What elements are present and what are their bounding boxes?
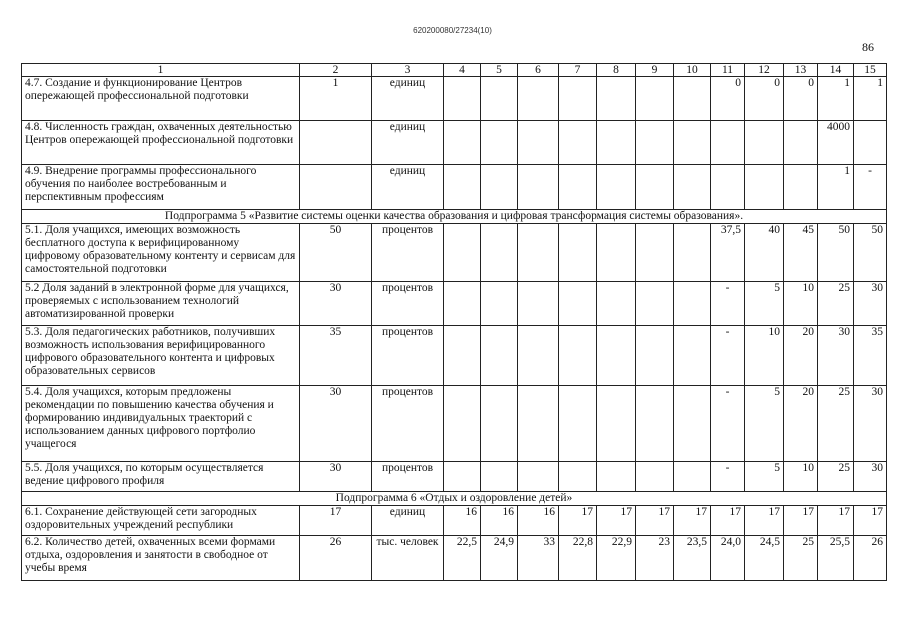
value-cell: 10 bbox=[784, 462, 818, 492]
page-number: 86 bbox=[862, 40, 874, 54]
value-cell bbox=[674, 326, 711, 386]
value-cell bbox=[444, 386, 481, 462]
subprogram-row bbox=[22, 210, 887, 224]
value-cell: 33 bbox=[518, 536, 559, 581]
value-cell bbox=[518, 224, 559, 282]
indicator-label: 5.5. Доля учащихся, по которым осуществляется ведение цифрового профиля bbox=[22, 462, 300, 492]
value-cell bbox=[518, 386, 559, 462]
header-cell: 1 bbox=[22, 64, 300, 77]
value-cell bbox=[674, 386, 711, 462]
value-cell bbox=[597, 224, 636, 282]
table-row bbox=[22, 506, 887, 536]
unit-cell: процентов bbox=[372, 282, 444, 326]
value-cell: 25 bbox=[818, 282, 854, 326]
value-cell: 10 bbox=[745, 326, 784, 386]
value-cell: 50 bbox=[854, 224, 887, 282]
subprogram-row bbox=[22, 492, 887, 506]
table-row bbox=[22, 282, 887, 326]
value-cell bbox=[674, 77, 711, 121]
value-cell: 40 bbox=[745, 224, 784, 282]
header-cell: 8 bbox=[597, 64, 636, 77]
unit-cell: единиц bbox=[372, 165, 444, 210]
value-cell: 1 bbox=[818, 77, 854, 121]
table-row bbox=[22, 462, 887, 492]
value-cell: 16 bbox=[481, 506, 518, 536]
base-value-cell: 50 bbox=[300, 224, 372, 282]
indicator-label: 4.7. Создание и функционирование Центров опережающей профессиональной подготовки bbox=[22, 77, 300, 121]
value-cell: 16 bbox=[518, 506, 559, 536]
unit-cell: процентов bbox=[372, 326, 444, 386]
value-cell: 23,5 bbox=[674, 536, 711, 581]
base-value-cell: 35 bbox=[300, 326, 372, 386]
value-cell: 35 bbox=[854, 326, 887, 386]
value-cell bbox=[481, 121, 518, 165]
indicators-table bbox=[21, 63, 887, 581]
value-cell: 17 bbox=[711, 506, 745, 536]
value-cell: 30 bbox=[818, 326, 854, 386]
unit-cell: процентов bbox=[372, 224, 444, 282]
value-cell: 23 bbox=[636, 536, 674, 581]
value-cell bbox=[674, 282, 711, 326]
value-cell bbox=[559, 326, 597, 386]
value-cell: 22,8 bbox=[559, 536, 597, 581]
value-cell: 0 bbox=[711, 77, 745, 121]
value-cell bbox=[481, 326, 518, 386]
value-cell bbox=[444, 121, 481, 165]
value-cell bbox=[636, 386, 674, 462]
value-cell: 5 bbox=[745, 462, 784, 492]
unit-cell: единиц bbox=[372, 121, 444, 165]
value-cell bbox=[559, 462, 597, 492]
value-cell bbox=[518, 282, 559, 326]
value-cell: - bbox=[711, 462, 745, 492]
header-cell: 6 bbox=[518, 64, 559, 77]
base-value-cell bbox=[300, 121, 372, 165]
base-value-cell: 30 bbox=[300, 282, 372, 326]
value-cell bbox=[444, 326, 481, 386]
value-cell bbox=[597, 386, 636, 462]
header-cell: 10 bbox=[674, 64, 711, 77]
base-value-cell: 30 bbox=[300, 386, 372, 462]
value-cell: 30 bbox=[854, 386, 887, 462]
base-value-cell: 17 bbox=[300, 506, 372, 536]
value-cell: 16 bbox=[444, 506, 481, 536]
value-cell: 10 bbox=[784, 282, 818, 326]
value-cell bbox=[481, 224, 518, 282]
base-value-cell: 1 bbox=[300, 77, 372, 121]
header-cell: 7 bbox=[559, 64, 597, 77]
table-body bbox=[22, 64, 887, 581]
indicator-label: 5.4. Доля учащихся, которым предложены рекомендации по повышению качества обучения и формированию индивидуальных траекторий с использованием данных цифрового портфолио учащегося bbox=[22, 386, 300, 462]
value-cell: - bbox=[711, 386, 745, 462]
base-value-cell bbox=[300, 165, 372, 210]
header-cell: 3 bbox=[372, 64, 444, 77]
header-cell: 15 bbox=[854, 64, 887, 77]
value-cell bbox=[636, 282, 674, 326]
value-cell: 30 bbox=[854, 282, 887, 326]
value-cell bbox=[636, 165, 674, 210]
value-cell bbox=[559, 165, 597, 210]
value-cell: 22,5 bbox=[444, 536, 481, 581]
indicator-label: 5.2 Доля заданий в электронной форме для учащихся, проверяемых с использованием технологий автоматизированной проверки bbox=[22, 282, 300, 326]
header-cell: 5 bbox=[481, 64, 518, 77]
value-cell: 1 bbox=[818, 165, 854, 210]
value-cell bbox=[481, 165, 518, 210]
value-cell bbox=[674, 462, 711, 492]
value-cell bbox=[559, 121, 597, 165]
indicator-label: 5.3. Доля педагогических работников, получивших возможность использования верифицированного цифрового образовательного контента и цифровых образовательных сервисов bbox=[22, 326, 300, 386]
indicator-label: 6.2. Количество детей, охваченных всеми формами отдыха, оздоровления и занятости в свободное от учебы время bbox=[22, 536, 300, 581]
value-cell bbox=[784, 165, 818, 210]
value-cell: 17 bbox=[636, 506, 674, 536]
value-cell bbox=[518, 77, 559, 121]
value-cell: 4000 bbox=[818, 121, 854, 165]
value-cell: - bbox=[711, 326, 745, 386]
value-cell: 17 bbox=[674, 506, 711, 536]
value-cell bbox=[674, 165, 711, 210]
value-cell bbox=[444, 282, 481, 326]
header-cell: 11 bbox=[711, 64, 745, 77]
unit-cell: процентов bbox=[372, 386, 444, 462]
value-cell: 0 bbox=[745, 77, 784, 121]
value-cell: 20 bbox=[784, 386, 818, 462]
header-cell: 12 bbox=[745, 64, 784, 77]
value-cell bbox=[711, 121, 745, 165]
value-cell bbox=[444, 165, 481, 210]
value-cell bbox=[597, 462, 636, 492]
value-cell: - bbox=[854, 165, 887, 210]
value-cell bbox=[444, 462, 481, 492]
value-cell bbox=[444, 224, 481, 282]
header-cell: 2 bbox=[300, 64, 372, 77]
value-cell: 5 bbox=[745, 386, 784, 462]
value-cell bbox=[518, 165, 559, 210]
value-cell bbox=[518, 326, 559, 386]
value-cell bbox=[597, 282, 636, 326]
value-cell bbox=[518, 121, 559, 165]
table-row bbox=[22, 224, 887, 282]
value-cell: 0 bbox=[784, 77, 818, 121]
indicator-label: 5.1. Доля учащихся, имеющих возможность бесплатного доступа к верифицированному цифровому образовательному контенту и сервисам для самостоятельной подготовки bbox=[22, 224, 300, 282]
value-cell bbox=[481, 386, 518, 462]
value-cell bbox=[559, 282, 597, 326]
value-cell bbox=[481, 462, 518, 492]
value-cell bbox=[636, 77, 674, 121]
value-cell: 37,5 bbox=[711, 224, 745, 282]
header-cell: 14 bbox=[818, 64, 854, 77]
value-cell: 20 bbox=[784, 326, 818, 386]
value-cell: 5 bbox=[745, 282, 784, 326]
value-cell bbox=[636, 462, 674, 492]
indicator-label: 4.8. Численность граждан, охваченных деятельностью Центров опережающей профессиональной подготовки bbox=[22, 121, 300, 165]
header-cell: 13 bbox=[784, 64, 818, 77]
value-cell bbox=[745, 121, 784, 165]
value-cell: 17 bbox=[597, 506, 636, 536]
unit-cell: единиц bbox=[372, 506, 444, 536]
value-cell: 17 bbox=[854, 506, 887, 536]
value-cell: 24,9 bbox=[481, 536, 518, 581]
value-cell bbox=[636, 121, 674, 165]
value-cell bbox=[597, 165, 636, 210]
value-cell: 50 bbox=[818, 224, 854, 282]
table-row bbox=[22, 326, 887, 386]
base-value-cell: 30 bbox=[300, 462, 372, 492]
value-cell bbox=[559, 386, 597, 462]
value-cell: 25 bbox=[818, 386, 854, 462]
value-cell bbox=[444, 77, 481, 121]
value-cell bbox=[674, 121, 711, 165]
indicator-label: 4.9. Внедрение программы профессионального обучения по наиболее востребованным и перспективным профессиям bbox=[22, 165, 300, 210]
document-id: 620200080/27234(10) bbox=[413, 26, 492, 35]
value-cell: 25,5 bbox=[818, 536, 854, 581]
value-cell: 17 bbox=[818, 506, 854, 536]
value-cell: 22,9 bbox=[597, 536, 636, 581]
unit-cell: процентов bbox=[372, 462, 444, 492]
header-cell: 9 bbox=[636, 64, 674, 77]
header-cell: 4 bbox=[444, 64, 481, 77]
value-cell: 24,5 bbox=[745, 536, 784, 581]
value-cell bbox=[481, 282, 518, 326]
subprogram-title: Подпрограмма 5 «Развитие системы оценки качества образования и цифровая трансформация системы образования». bbox=[22, 210, 887, 224]
indicator-label: 6.1. Сохранение действующей сети загородных оздоровительных учреждений республики bbox=[22, 506, 300, 536]
value-cell bbox=[597, 77, 636, 121]
subprogram-title: Подпрограмма 6 «Отдых и оздоровление детей» bbox=[22, 492, 887, 506]
value-cell bbox=[597, 121, 636, 165]
base-value-cell: 26 bbox=[300, 536, 372, 581]
value-cell: 25 bbox=[784, 536, 818, 581]
value-cell: 30 bbox=[854, 462, 887, 492]
value-cell: 17 bbox=[559, 506, 597, 536]
table-row bbox=[22, 165, 887, 210]
value-cell bbox=[481, 77, 518, 121]
value-cell bbox=[784, 121, 818, 165]
table-row bbox=[22, 386, 887, 462]
value-cell: 26 bbox=[854, 536, 887, 581]
value-cell: 17 bbox=[784, 506, 818, 536]
value-cell: 25 bbox=[818, 462, 854, 492]
value-cell bbox=[674, 224, 711, 282]
value-cell bbox=[636, 326, 674, 386]
unit-cell: единиц bbox=[372, 77, 444, 121]
value-cell bbox=[854, 121, 887, 165]
value-cell bbox=[518, 462, 559, 492]
value-cell: 17 bbox=[745, 506, 784, 536]
value-cell bbox=[597, 326, 636, 386]
value-cell: - bbox=[711, 282, 745, 326]
value-cell bbox=[559, 77, 597, 121]
unit-cell: тыс. человек bbox=[372, 536, 444, 581]
header-row bbox=[22, 64, 887, 77]
value-cell bbox=[636, 224, 674, 282]
value-cell bbox=[559, 224, 597, 282]
table-row bbox=[22, 121, 887, 165]
value-cell bbox=[711, 165, 745, 210]
value-cell: 1 bbox=[854, 77, 887, 121]
value-cell: 24,0 bbox=[711, 536, 745, 581]
table-row bbox=[22, 77, 887, 121]
value-cell bbox=[745, 165, 784, 210]
value-cell: 45 bbox=[784, 224, 818, 282]
table-row bbox=[22, 536, 887, 581]
